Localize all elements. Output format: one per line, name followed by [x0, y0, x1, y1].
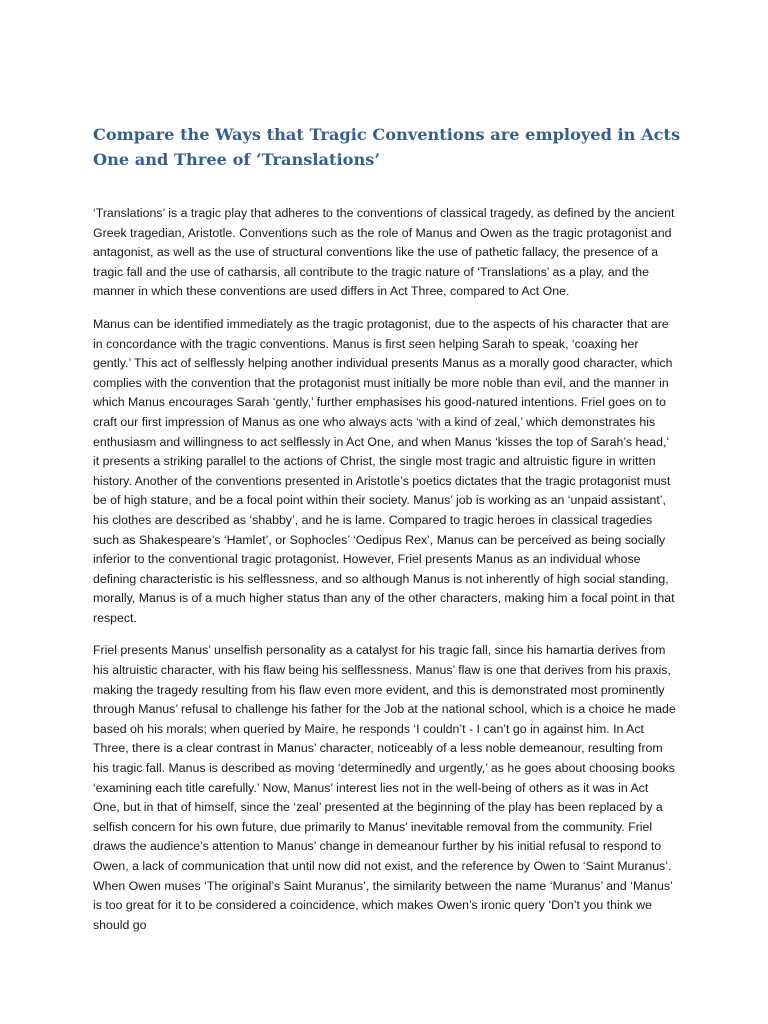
document-title: Compare the Ways that Tragic Conventions are employed in Acts One and Three of ‘Translations’ — [93, 125, 681, 169]
paragraph-2: Manus can be identified immediately as the tragic protagonist, due to the aspects of his character that are in concordance with the tragic conventions. Manus is first seen helping Sarah to speak, ‘coaxing her gently.’ This act of selflessly helping another individual presents Manus as a morally good character, which complies with the convention that the protagonist must initially be more noble than evil, and the manner in which Manus encourages Sarah ‘gently,’ further emphasises his good-natured intentions. Friel goes on to craft our first impression of Manus as one who always acts ‘with a kind of zeal,’ which demonstrates his enthusiasm and willingness to act selflessly in Act One, and when Manus ‘kisses the top of Sarah’s head,’ it presents a striking parallel to the actions of Christ, the single most tragic and altruistic figure in written history. Another of the conventions presented in Aristotle’s poetics dictates that the tragic protagonist must be of high stature, and be a focal point within their society. Manus’ job is working as an ‘unpaid assistant’, his clothes are described as ‘shabby’, and he is lame. Compared to tragic heroes in classical tragedies such as Shakespeare’s ‘Hamlet’, or Sophocles’ ‘Oedipus Rex’, Manus can be perceived as being socially inferior to the conventional tragic protagonist. However, Friel presents Manus as an individual whose defining characteristic is his selflessness, and so although Manus is not inherently of high social standing, morally, Manus is of a much higher status than any of the other characters, making him a focal point in that respect. — [93, 316, 675, 625]
paragraph-1: ‘Translations’ is a tragic play that adheres to the conventions of classical tragedy, as defined by the ancient Greek tragedian, Aristotle. Conventions such as the role of Manus and Owen as the tragic protagonist and antagonist, as well as the use of structural conventions like the use of pathetic fallacy, the presence of a tragic fall and the use of catharsis, all contribute to the tragic nature of ‘Translations’ as a play, and the manner in which these conventions are used differs in Act Three, compared to Act One. — [93, 206, 675, 299]
document-body — [93, 204, 676, 948]
paragraph-3: Friel presents Manus’ unselfish personality as a catalyst for his tragic fall, since his hamartia derives from his altruistic character, with his flaw being his selflessness. Manus’ flaw is one that derives from his praxis, making the tragedy resulting from his flaw even more evident, and this is demonstrated most prominently through Manus’ refusal to challenge his father for the Job at the national school, which is a choice he made based oh his morals; when queried by Maire, he responds ‘I couldn’t - I can’t go in against him. In Act Three, there is a clear contrast in Manus’ character, noticeably of a less noble demeanour, resulting from his tragic fall. Manus is described as moving ‘determinedly and urgently,’ as he goes about choosing books ‘examining each title carefully.’ Now, Manus’ interest lies not in the well-being of others as it was in Act One, but in that of himself, since the ‘zeal’ presented at the beginning of the play has been replaced by a selfish concern for his own future, due primarily to Manus’ inevitable removal from the community. Friel draws the audience’s attention to Manus’ change in demeanour further by his initial refusal to respond to Owen, a lack of communication that until now did not exist, and the reference by Owen to ‘Saint Muranus’. When Owen muses ‘The original’s Saint Muranus’, the similarity between the name ‘Muranus’ and ‘Manus’ is too great for it to be considered a coincidence, which makes Owen’s ironic query ‘Don’t you think we should go — [93, 643, 676, 932]
